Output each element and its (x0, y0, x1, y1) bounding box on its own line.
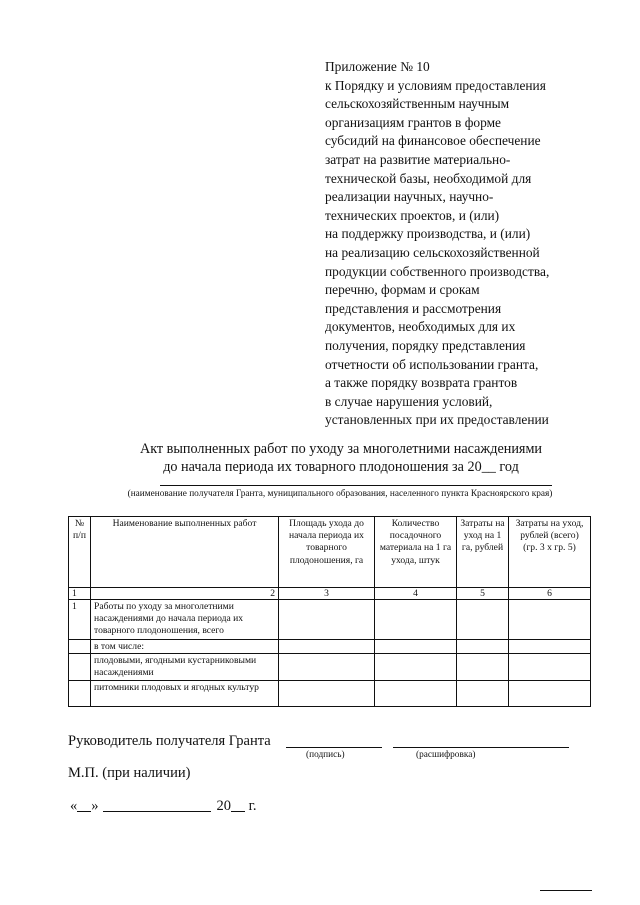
empty-cell (509, 600, 591, 640)
appendix-block (325, 58, 625, 430)
appendix-line: субсидий на финансовое обеспечение (325, 133, 541, 149)
appendix-line: получения, порядку представления (325, 337, 526, 353)
recipient-caption: (наименование получателя Гранта, муниципального образования, населенного пункта Красноярского края) (127, 489, 553, 499)
date-open-quote: « (70, 798, 78, 814)
row-number-cell (69, 654, 91, 681)
appendix-line: к Порядку и условиям предоставления (325, 77, 546, 93)
table-row (69, 681, 591, 707)
appendix-line: Приложение № 10 (325, 59, 430, 74)
empty-cell (457, 640, 509, 654)
column-number-cell: 3 (279, 588, 375, 600)
year-blank (231, 797, 245, 812)
signature-line (286, 747, 382, 748)
appendix-line: отчетности об использовании гранта, (325, 356, 539, 372)
work-name-cell: Работы по уходу за многолетними насаждениями до начала периода их товарного плодоношения, всего (91, 600, 279, 640)
signature-label: Руководитель получателя Гранта (68, 733, 271, 749)
row-number-cell: 1 (69, 600, 91, 640)
appendix-line: установленных при их предоставлении (325, 412, 549, 428)
appendix-line: реализации научных, научно- (325, 189, 494, 205)
appendix-line: сельскохозяйственным научным (325, 96, 510, 112)
footer-rule (540, 890, 592, 891)
appendix-line: технических проектов, и (или) (325, 207, 500, 223)
appendix-line: представления и рассмотрения (325, 300, 502, 316)
appendix-line: а также порядку возврата грантов (325, 375, 518, 391)
column-number-cell: 1 (69, 588, 91, 600)
empty-cell (375, 654, 457, 681)
empty-cell (509, 681, 591, 707)
appendix-line: на реализацию сельскохозяйственной (325, 244, 540, 260)
row-number-cell (69, 681, 91, 707)
empty-cell (457, 654, 509, 681)
row-number-cell (69, 640, 91, 654)
header-cell: Затраты на уход, рублей (всего) (гр. 3 х гр. 5) (509, 517, 591, 588)
work-name-cell: питомники плодовых и ягодных культур (91, 681, 279, 707)
appendix-line: перечню, формам и срокам (325, 282, 480, 298)
title-line-2: до начала периода их товарного плодоношения за 20__ год (163, 459, 519, 475)
header-cell: Наименование выполненных работ (91, 517, 279, 588)
appendix-line: затрат на развитие материально- (325, 151, 511, 167)
header-cell: Затраты на уход на 1 га, рублей (457, 517, 509, 588)
header-cell: № п/п (69, 517, 91, 588)
column-number-cell: 6 (509, 588, 591, 600)
column-number-cell: 5 (457, 588, 509, 600)
column-number-cell: 2 (91, 588, 279, 600)
empty-cell (279, 640, 375, 654)
empty-cell (279, 600, 375, 640)
empty-cell (279, 654, 375, 681)
empty-cell (457, 600, 509, 640)
empty-cell (375, 681, 457, 707)
empty-cell (509, 640, 591, 654)
empty-cell (457, 681, 509, 707)
column-number-row (69, 588, 591, 600)
appendix-line: организациям грантов в форме (325, 114, 501, 130)
decode-caption: (расшифровка) (416, 750, 476, 760)
empty-cell (279, 681, 375, 707)
document-title (70, 440, 612, 476)
table-row (69, 640, 591, 654)
works-table (68, 516, 591, 707)
appendix-line: технической базы, необходимой для (325, 170, 532, 186)
title-line-1: Акт выполненных работ по уходу за многолетними насаждениями (139, 441, 543, 457)
table-row (69, 600, 591, 640)
work-name-cell: в том числе: (91, 640, 279, 654)
year-prefix: 20 (216, 798, 231, 814)
empty-cell (375, 640, 457, 654)
table-header-row (69, 517, 591, 588)
header-cell: Площадь ухода до начала периода их товарного плодоношения, га (279, 517, 375, 588)
signature-caption: (подпись) (306, 750, 345, 760)
decode-line (393, 747, 569, 748)
recipient-fill-line (160, 485, 552, 486)
date-line (70, 797, 257, 815)
date-close-quote: » (91, 798, 99, 814)
header-cell: Количество посадочного материала на 1 га ухода, штук (375, 517, 457, 588)
month-blank (103, 797, 211, 812)
appendix-line: документов, необходимых для их (325, 319, 516, 335)
column-number-cell: 4 (375, 588, 457, 600)
appendix-line: в случае нарушения условий, (325, 393, 493, 409)
appendix-line: продукции собственного производства, (325, 263, 550, 279)
day-blank (77, 797, 91, 812)
empty-cell (509, 654, 591, 681)
empty-cell (375, 600, 457, 640)
table-row (69, 654, 591, 681)
seal-note: М.П. (при наличии) (68, 765, 191, 781)
work-name-cell: плодовыми, ягодными кустарниковыми насаждениями (91, 654, 279, 681)
year-suffix: г. (248, 798, 257, 814)
appendix-line: на поддержку производства, и (или) (325, 226, 531, 242)
